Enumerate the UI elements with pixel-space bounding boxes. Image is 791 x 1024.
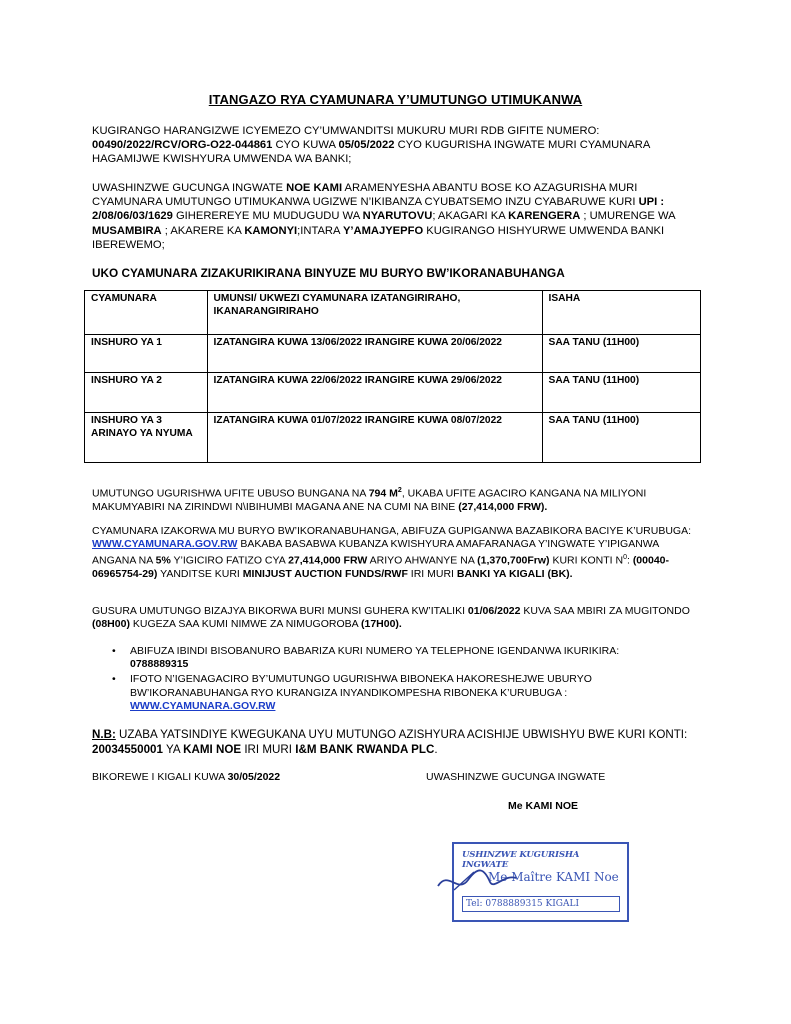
nb-label: N.B: <box>92 728 116 741</box>
place-text: BIKOREWE I KIGALI KUWA <box>92 771 228 783</box>
nb-text-4: . <box>434 742 438 756</box>
table-cell: SAA TANU (11H00) <box>542 335 700 373</box>
table-row <box>85 335 701 373</box>
property-text-8: KUGIRANGO HISHYURWE UMWENDA BANKI IBEREWEMO; <box>92 224 665 251</box>
procedure-text-8: IRI MURI <box>407 568 457 581</box>
visit-start-date: 01/06/2022 <box>467 605 521 617</box>
visit-text-1: GUSURA UMUTUNGO BIZAJYA BIKORWA BURI MUNSI GUHERA KW’ITALIKI <box>92 605 468 617</box>
property-size-paragraph <box>92 484 692 514</box>
size-text-2: , UKABA UFITE AGACIRO KANGANA NA MILIYONI MAKUMYABIRI NA ZIRINDWI N\IBIHUMBI MAGANA ANE NA CUMI NA BINE <box>92 487 647 513</box>
cell-name: KARENGERA <box>508 210 581 223</box>
number-superscript: 0 <box>623 554 627 562</box>
upi-number: UPI : 2/08/06/03/1629 <box>92 196 665 223</box>
sector-name: MUSAMBIRA <box>92 224 162 237</box>
province-name: Y’AMAJYEPFO <box>342 224 424 237</box>
area-value: 794 M <box>368 487 398 500</box>
stamp-line-1: USHINZWE KUGURISHA INGWATE <box>462 850 580 870</box>
intro-text-2: CYO KUWA <box>272 139 339 152</box>
notice-title: ITANGAZO RYA CYAMUNARA Y’UMUTUNGO UTIMUKANWA <box>208 92 583 107</box>
auction-procedure-paragraph <box>92 525 692 581</box>
visit-text-3: KUGEZA SAA KUMI NIMWE ZA NIMUGOROBA <box>129 618 361 631</box>
intro-text-3: CYO KUGURISHA INGWATE MURI CYAMUNARA HAGAMIJWE KWISHYURA UMWENDA WA BANKI; <box>92 139 650 166</box>
stamp-line-2: Me Maître KAMI Noe <box>488 870 619 884</box>
table-row <box>85 413 701 463</box>
procedure-text-5: KURI KONTI N <box>549 554 624 567</box>
deposit-amount: (1,370,700Frw) <box>477 554 550 567</box>
issue-date: 30/05/2022 <box>227 771 281 783</box>
table-cell: IZATANGIRA KUWA 13/06/2022 IRANGIRE KUWA 20/06/2022 <box>207 335 542 373</box>
intro-text: KUGIRANGO HARANGIZWE ICYEMEZO CY’UMWANDITSI MUKURU MURI RDB GIFITE NUMERO: <box>92 125 600 137</box>
procedure-text-4: ARIYO AHWANYE NA <box>367 554 478 567</box>
intro-paragraph <box>92 124 692 167</box>
property-text-7: ;INTARA <box>297 224 343 237</box>
phone-number: 0788889315 <box>130 658 189 671</box>
size-text-1: UMUTUNGO UGURISHWA UFITE UBUSO BUNGANA NA <box>92 487 369 500</box>
village-name: NYARUTOVU <box>362 210 433 223</box>
bullet-text: ABIFUZA IBINDI BISOBANURO BABARIZA KURI NUMERO YA TELEPHONE IGENDANWA IKURIKIRA: <box>130 645 620 657</box>
nb-text-2: YA <box>162 742 184 756</box>
property-text-6: ; AKARERE KA <box>161 224 245 237</box>
winner-account-number: 20034550001 <box>92 742 163 756</box>
table-cell: IZATANGIRA KUWA 22/06/2022 IRANGIRE KUWA 29/06/2022 <box>207 373 542 413</box>
bullet-text: IFOTO N’IGENAGACIRO BY’UMUTUNGO UGURISHWA BIBONEKA HAKORESHEJWE UBURYO BW’IKORANABUHANGA RYO KURANGIZA INYANDIKOMPESHA RIBONEKA K’URUBUGA : <box>130 673 592 699</box>
visit-paragraph <box>92 605 692 631</box>
table-cell: SAA TANU (11H00) <box>542 413 700 463</box>
property-text-3: GIHEREREYE MU MUDUGUDU WA <box>172 210 363 223</box>
signatory-role: UWASHINZWE GUCUNGA INGWATE <box>426 771 606 783</box>
table-header-cell: ISAHA <box>542 291 700 335</box>
nb-paragraph <box>92 728 692 757</box>
cyamunara-website-link[interactable]: WWW.CYAMUNARA.GOV.RW <box>130 699 276 712</box>
list-item <box>112 673 697 713</box>
visit-text-2: KUVA SAA MBIRI ZA MUGITONDO <box>520 605 690 617</box>
official-stamp <box>452 842 629 922</box>
district-name: KAMONYI <box>244 224 298 237</box>
winner-bank-name: I&M BANK RWANDA PLC <box>295 742 435 756</box>
place-date-line <box>92 771 412 784</box>
procedure-text-1: CYAMUNARA IZAKORWA MU BURYO BW’IKORANABUHANGA, ABIFUZA GUPIGANWA BAZABIKORA BACIYE K’URUBUGA: <box>92 525 692 537</box>
handwritten-signature-icon <box>434 860 524 900</box>
area-superscript: 2 <box>397 487 402 494</box>
property-text-2: ARAMENYESHA ABANTU BOSE KO AZAGURISHA MURI CYAMUNARA UMUTUNGO UTIMUKANWA UGIZWE N’IKIBANZA CYUBATSEMO INZU CYABARUWE KURI <box>92 182 639 209</box>
table-row <box>85 373 701 413</box>
account-holder: KAMI NOE <box>183 742 242 756</box>
visit-start-time: (08H00) <box>92 618 130 631</box>
procedure-text-6: : <box>626 554 633 567</box>
table-header-cell: CYAMUNARA <box>85 291 208 335</box>
deposit-percent: 5% <box>155 554 171 567</box>
list-item <box>112 645 697 671</box>
procedure-text-7: YANDITSE KURI <box>157 568 243 581</box>
table-cell: INSHURO YA 1 <box>85 335 208 373</box>
property-text-1: UWASHINZWE GUCUNGA INGWATE <box>92 182 287 194</box>
bullet-icon: • <box>112 645 116 657</box>
nb-text-3: IRI MURI <box>241 742 296 756</box>
account-number: (00040-06965754-29) <box>92 554 670 581</box>
info-bullet-list <box>112 645 697 715</box>
stamp-line-3: Tel: 0788889315 KIGALI <box>462 896 620 912</box>
auction-schedule-table <box>84 290 701 463</box>
account-name: MINIJUST AUCTION FUNDS/RWF <box>242 568 408 581</box>
property-text-5: ; UMURENGE WA <box>580 210 675 223</box>
table-cell: INSHURO YA 2 <box>85 373 208 413</box>
table-cell: SAA TANU (11H00) <box>542 373 700 413</box>
property-text-4: ; AKAGARI KA <box>432 210 509 223</box>
table-header-cell: UMUNSI/ UKWEZI CYAMUNARA IZATANGIRIRAHO, IKANARANGIRIRAHO <box>207 291 542 335</box>
table-cell: IZATANGIRA KUWA 01/07/2022 IRANGIRE KUWA 08/07/2022 <box>207 413 542 463</box>
cyamunara-website-link[interactable]: WWW.CYAMUNARA.GOV.RW <box>92 538 238 551</box>
decision-number: 00490/2022/RCV/ORG-O22-044861 <box>92 139 273 152</box>
procedure-text-2: BAKABA BASABWA KUBANZA KWISHYURA AMAFARANAGA Y’INGWATE Y’IPIGANWA ANGANA NA <box>92 538 659 567</box>
procedure-text-3: Y’IGICIRO FATIZO CYA <box>170 554 289 567</box>
signatory-name: Me KAMI NOE <box>508 800 579 812</box>
table-header-row <box>85 291 701 335</box>
table-cell: INSHURO YA 3 ARINAYO YA NYUMA <box>85 413 208 463</box>
bank-name: BANKI YA KIGALI (BK). <box>456 568 573 581</box>
nb-text-1: UZABA YATSINDIYE KWEGUKANA UYU MUTUNGO AZISHYURA ACISHIJE UBWISHYU BWE KURI KONTI: <box>115 728 688 741</box>
property-value: (27,414,000 FRW). <box>458 500 548 513</box>
base-price: 27,414,000 FRW <box>288 554 368 567</box>
property-paragraph <box>92 181 692 252</box>
custodian-name: NOE KAMI <box>286 182 343 194</box>
schedule-heading: UKO CYAMUNARA ZIZAKURIKIRANA BINYUZE MU BURYO BW’IKORANABUHANGA <box>92 266 565 280</box>
bullet-icon: • <box>112 673 116 686</box>
visit-end-time: (17H00). <box>360 618 402 631</box>
decision-date: 05/05/2022 <box>338 139 395 152</box>
